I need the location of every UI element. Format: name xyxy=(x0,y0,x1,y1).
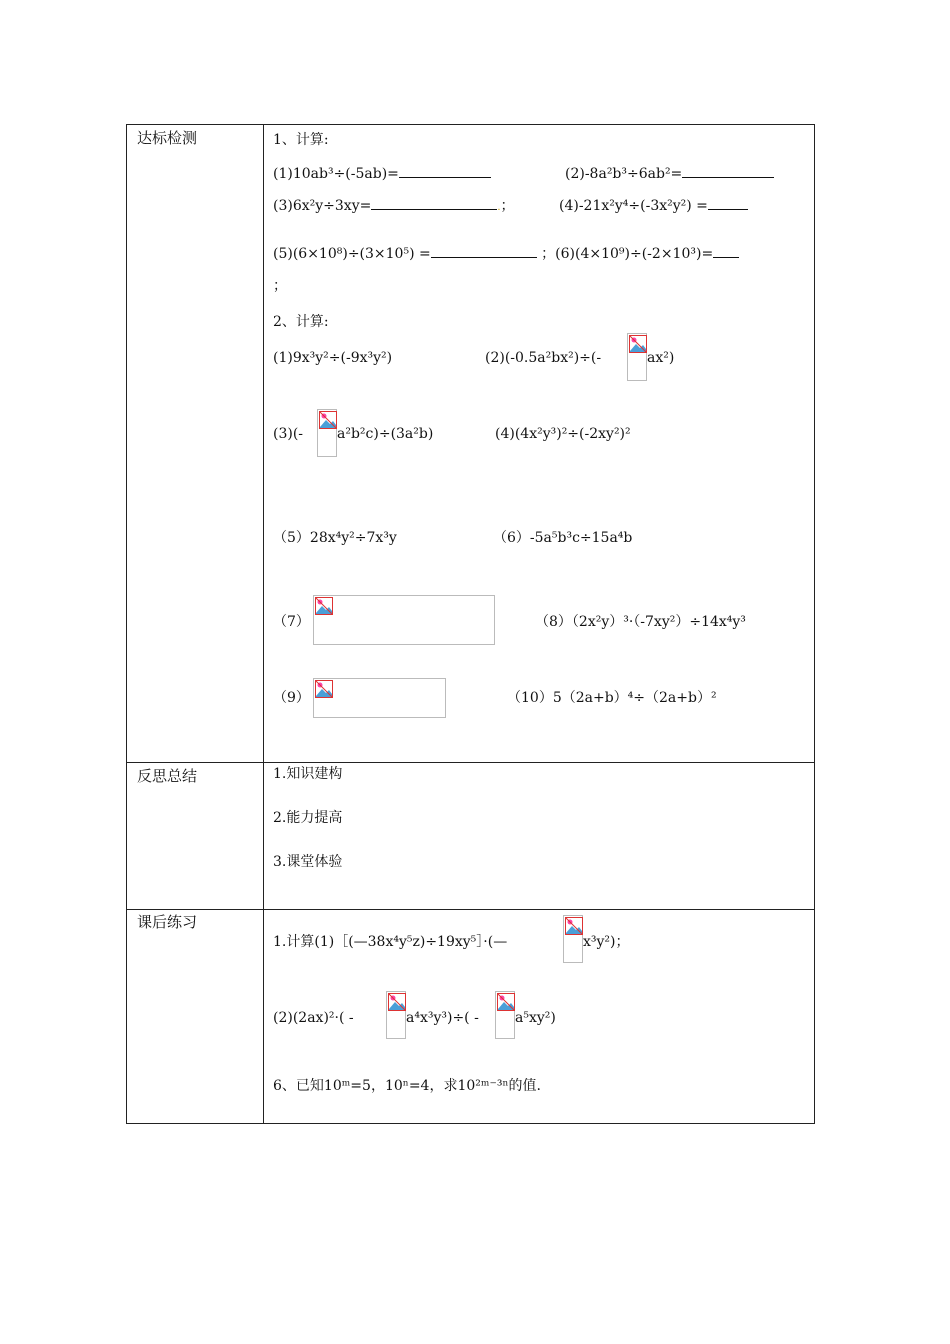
q2-item-6: （6）-5a⁵b³c÷15a⁴b xyxy=(493,530,633,546)
broken-image-icon xyxy=(315,597,333,615)
image-placeholder xyxy=(313,595,495,645)
q2-item-7: （7） xyxy=(273,614,310,630)
reflect-item-3: 3.课堂体验 xyxy=(273,854,343,870)
reflect-item-1: 1.知识建构 xyxy=(273,766,343,782)
section-label-test: 达标检测 xyxy=(137,129,198,147)
q2-item-10: （10）5（2a+b）⁴÷（2a+b）² xyxy=(507,690,717,706)
q2-item-5: （5）28x⁴y²÷7x³y xyxy=(273,530,397,546)
q1-item-3: (3)6x²y÷3xy= .； xyxy=(273,198,515,214)
broken-image-icon xyxy=(319,411,337,429)
q2-item-8: （8）（2x²y）³·（-7xy²）÷14x⁴y³ xyxy=(535,614,746,630)
column-divider xyxy=(263,125,264,1123)
section-label-homework: 课后练习 xyxy=(137,913,198,931)
q1-item-5: (5)(6×10⁸)÷(3×10⁵) = ；(6)(4×10⁹)÷(-2×10³)= xyxy=(273,245,739,263)
image-placeholder xyxy=(313,678,446,718)
q2-item-2: (2)(-0.5a²bx²)÷(- xyxy=(485,350,602,366)
q2-title: 2、计算: xyxy=(273,314,329,330)
q2-item-4: (4)(4x²y³)²÷(-2xy²)² xyxy=(495,426,631,442)
homework-item-2-mid: a⁴x³y³)÷( - xyxy=(406,1010,479,1026)
homework-item-1-tail: x³y²)； xyxy=(583,934,630,950)
row-divider-1 xyxy=(127,762,814,763)
row-divider-2 xyxy=(127,909,814,910)
broken-image-icon xyxy=(629,335,647,353)
reflect-item-2: 2.能力提高 xyxy=(273,810,343,826)
q1-item-4: (4)-21x²y⁴÷(-3x²y²) = xyxy=(559,197,748,215)
worksheet-table xyxy=(126,124,815,1124)
q2-item-2-tail: ax²) xyxy=(647,350,675,366)
q2-item-1: (1)9x³y²÷(-9x³y²) xyxy=(273,350,393,366)
q2-item-9: （9） xyxy=(273,690,310,706)
image-placeholder xyxy=(386,991,406,1039)
q2-item-3-tail: a²b²c)÷(3a²b) xyxy=(337,426,434,442)
image-placeholder xyxy=(627,333,647,381)
q1-item-1: (1)10ab³÷(-5ab)= xyxy=(273,165,491,183)
image-placeholder xyxy=(563,915,583,963)
image-placeholder xyxy=(495,991,515,1039)
homework-item-2: (2)(2ax)²·( - xyxy=(273,1010,354,1026)
homework-item-3: 6、已知10ᵐ=5，10ⁿ=4，求10²ᵐ⁻³ⁿ的值. xyxy=(273,1078,541,1094)
q2-item-3: (3)(- xyxy=(273,426,304,442)
homework-item-2-tail: a⁵xy²) xyxy=(515,1010,556,1026)
section-label-reflect: 反思总结 xyxy=(137,767,198,785)
broken-image-icon xyxy=(497,993,515,1011)
q1-item-2: (2)-8a²b³÷6ab²= xyxy=(565,165,774,183)
broken-image-icon xyxy=(565,917,583,935)
q1-title: 1、计算: xyxy=(273,132,329,148)
image-placeholder xyxy=(317,409,337,457)
homework-item-1: 1.计算(1)［(—38x⁴y⁵z)÷19xy⁵］·(— xyxy=(273,934,508,950)
q1-item-end: ； xyxy=(273,278,287,294)
broken-image-icon xyxy=(315,680,333,698)
broken-image-icon xyxy=(388,993,406,1011)
